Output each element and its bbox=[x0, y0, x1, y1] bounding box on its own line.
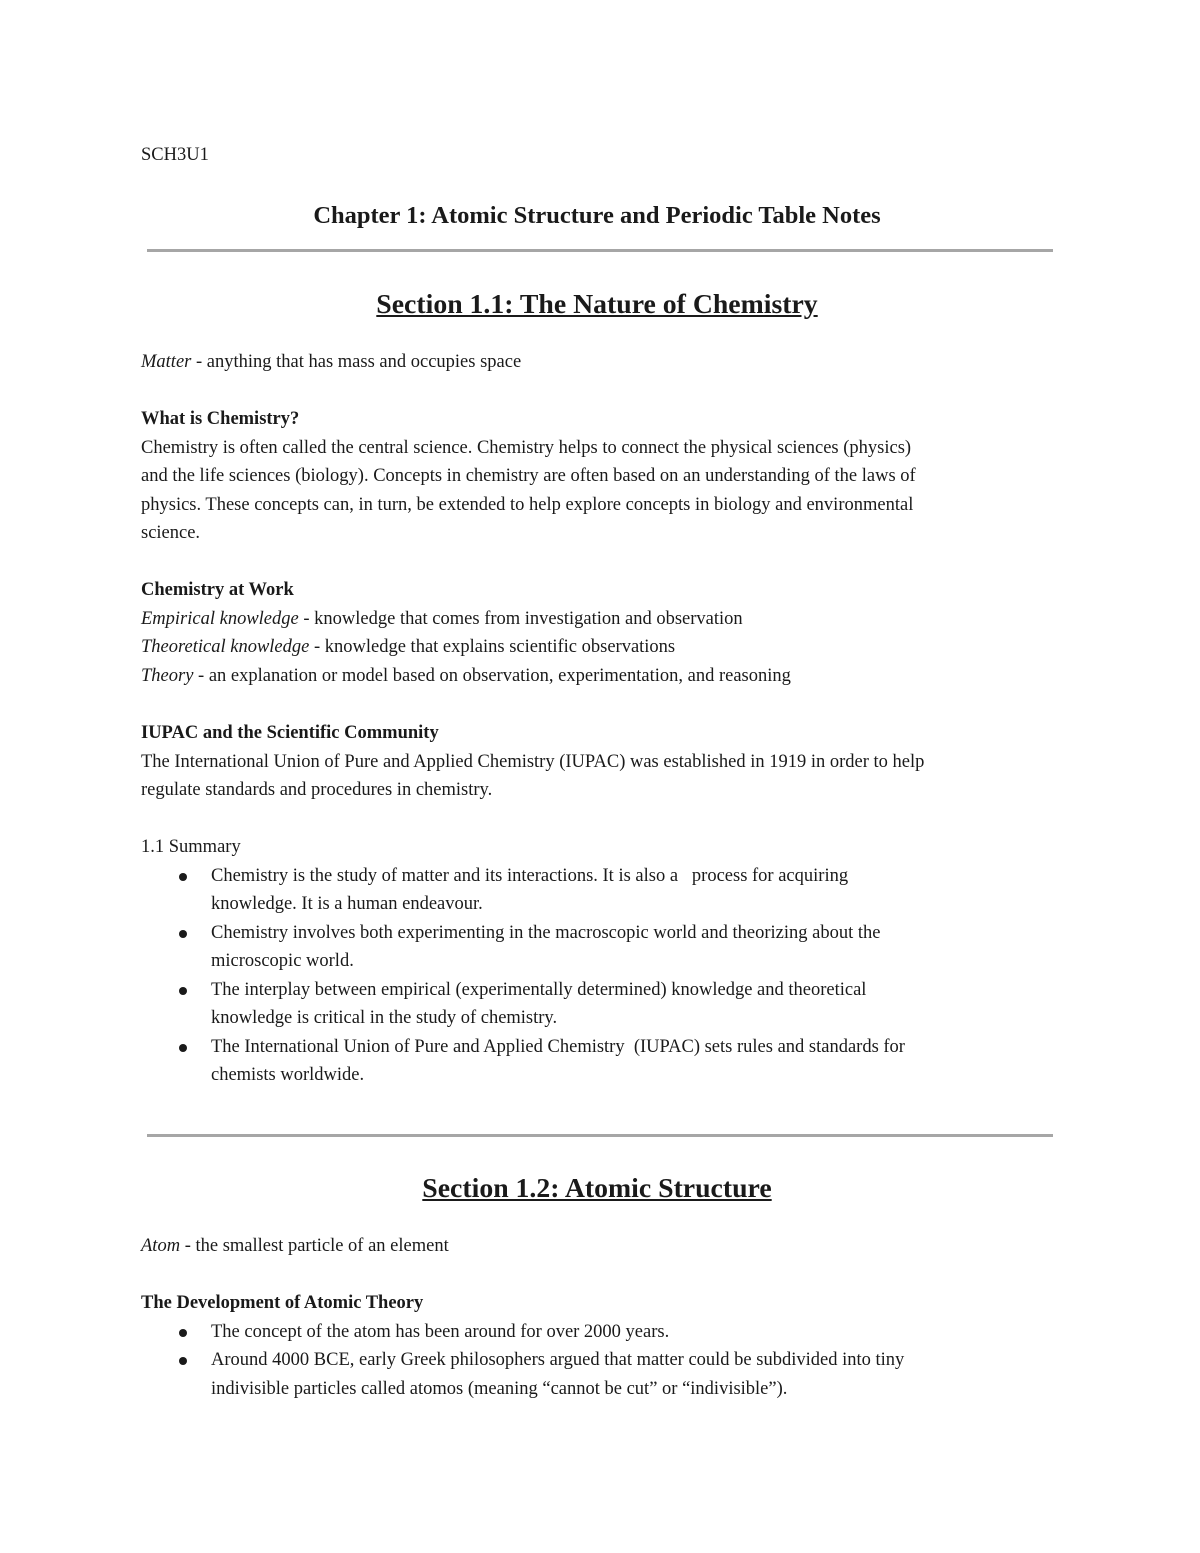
definition: - an explanation or model based on observation, experimentation, and reasoning bbox=[193, 665, 791, 686]
course-code: SCH3U1 bbox=[141, 145, 209, 165]
term: Matter bbox=[141, 352, 192, 372]
paragraph-line: Chemistry is often called the central science. Chemistry helps to connect the physical sciences (physics) bbox=[141, 437, 912, 458]
section-2-title: Section 1.2: Atomic Structure bbox=[422, 1173, 772, 1204]
definition-line bbox=[141, 605, 1053, 634]
chemistry-at-work bbox=[141, 576, 1053, 690]
bullet-icon bbox=[179, 1044, 187, 1052]
bullet-icon bbox=[179, 1357, 187, 1365]
what-is-chemistry bbox=[141, 405, 1053, 548]
subheading: What is Chemistry? bbox=[141, 409, 300, 429]
term: Theoretical knowledge bbox=[141, 637, 310, 657]
bullet-icon bbox=[179, 930, 187, 938]
definition: - the smallest particle of an element bbox=[180, 1236, 449, 1256]
section-1-title: Section 1.1: The Nature of Chemistry bbox=[376, 289, 818, 320]
horizontal-rule bbox=[147, 1134, 1053, 1137]
definition-line bbox=[141, 633, 1053, 662]
definition: - anything that has mass and occupies space bbox=[191, 352, 522, 372]
definition: - knowledge that comes from investigation and observation bbox=[298, 608, 743, 629]
list-item: Around 4000 BCE, early Greek philosophers argued that matter could be subdivided into tiny indivisible particles called atomos (meaning “cannot be cut” or “indivisible”). bbox=[141, 1346, 1053, 1403]
page-title: Chapter 1: Atomic Structure and Periodic Table Notes bbox=[313, 202, 881, 229]
definition: - knowledge that explains scientific observations bbox=[309, 637, 676, 657]
paragraph-line: The International Union of Pure and Applied Chemistry (IUPAC) was established in 1919 in order to help bbox=[141, 751, 925, 772]
subheading: Chemistry at Work bbox=[141, 580, 294, 600]
paragraph-line: and the life sciences (biology). Concepts in chemistry are often based on an understanding of the laws of bbox=[141, 466, 916, 486]
paragraph-line: regulate standards and procedures in chemistry. bbox=[141, 780, 493, 800]
matter-definition bbox=[141, 348, 1053, 377]
bullet-icon bbox=[179, 1329, 187, 1337]
term: Empirical knowledge bbox=[141, 608, 299, 629]
bullet-icon bbox=[179, 873, 187, 881]
summary-list bbox=[141, 862, 1053, 1090]
summary-section bbox=[141, 833, 1053, 1090]
term: Theory bbox=[141, 665, 194, 686]
list-item: Chemistry is the study of matter and its interactions. It is also a process for acquiring knowledge. It is a human endeavour. bbox=[141, 862, 1053, 919]
bullet-icon bbox=[179, 987, 187, 995]
development-list bbox=[141, 1318, 1053, 1404]
horizontal-rule bbox=[147, 249, 1053, 252]
summary-heading: 1.1 Summary bbox=[141, 837, 241, 857]
atom-definition bbox=[141, 1232, 1053, 1261]
atomic-theory-development bbox=[141, 1289, 1053, 1403]
paragraph-line: physics. These concepts can, in turn, be extended to help explore concepts in biology and environmental bbox=[141, 494, 914, 515]
subheading: The Development of Atomic Theory bbox=[141, 1293, 424, 1313]
list-item: Chemistry involves both experimenting in the macroscopic world and theorizing about the microscopic world. bbox=[141, 919, 1053, 976]
list-item: The International Union of Pure and Applied Chemistry (IUPAC) sets rules and standards for chemists worldwide. bbox=[141, 1033, 1053, 1090]
iupac-section bbox=[141, 719, 1053, 805]
list-item: The concept of the atom has been around for over 2000 years. bbox=[141, 1318, 1053, 1347]
paragraph-line: science. bbox=[141, 523, 201, 543]
term: Atom bbox=[141, 1236, 181, 1256]
list-item: The interplay between empirical (experimentally determined) knowledge and theoretical knowledge is critical in the study of chemistry. bbox=[141, 976, 1053, 1033]
subheading: IUPAC and the Scientific Community bbox=[141, 723, 439, 743]
definition-line bbox=[141, 662, 1053, 691]
